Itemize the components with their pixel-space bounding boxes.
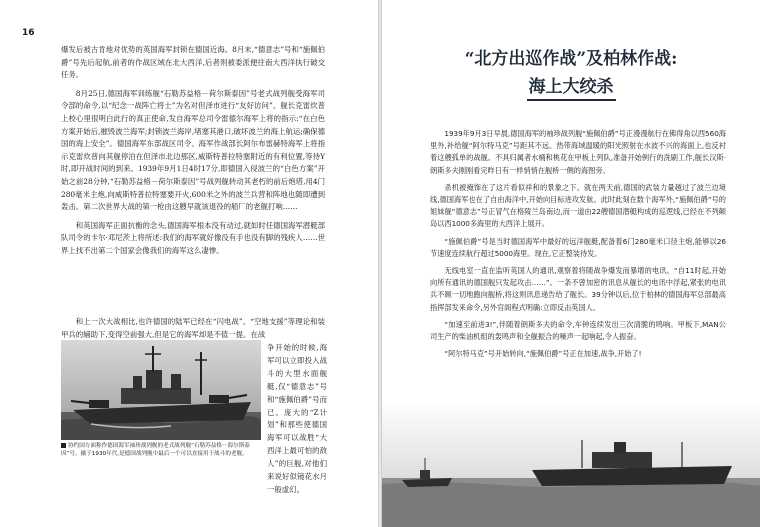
chapter-title-line2: 海上大绞杀: [382, 72, 760, 97]
page-number: 16: [22, 28, 35, 38]
battleship-photo: [61, 340, 261, 440]
left-body-text-top: [61, 44, 325, 258]
paragraph: 1939年9月3日早晨,德国海军的袖珍战列舰“施佩伯爵”号正漫漫航行在佛得角以西560海里外,补给舰“阿尔特马克”号距其不远。热带海域温暖的阳光照射在水波不兴的海面上,也反衬着这艘孤单的战舰。不具归属者水桶和桃花在甲板上列队,准备开始例行的洗刷工作,舰长汉斯·朗斯多夫刚刚看完昨日有一样悄悄在舰桥一侧的海图旁。: [430, 129, 726, 175]
sea-ships-photo: [382, 440, 760, 527]
photo-caption: 协约国方面称作德国海军袖珍战列舰的老式战列舰“石勒苏益格－海尔斯泰因”号。摄于1930年代,是德国战列舰中最后一个可以直接用于战斗的老舰。: [61, 443, 250, 458]
left-body-text-wrap: 争开始的时候,海军可以立即投入战斗的大型水面舰艇,仅“德意志”号和“施佩伯爵”号而已。庞大的“Z计划”和那些使德国海军可以战胜“大西洋上最可怕的敌人”的巨舰,对他们来说好似镜花水月一般虚幻。: [267, 343, 327, 494]
paragraph: 8月25日,德国海军训练舰“石勒苏益格－荷尔斯泰因”号老式战列舰受海军司令部的命令,以“纪念一战阵亡将士”为名对但泽市进行“友好访问”。舰长克雷炊普上校心里很明白此行的真正使命,发自海军总司令雷德尔海军上将的指示:“在白色方案开始后,摧毁波兰海军;封锁波兰海岸,堵塞其港口,破坏波兰的海上航运;确保德国的海上安全”。德国海军东部战区司令、海军作战部长阿尔布雷赫特海军上将指示克雷炊普向其舰停泊在但泽市北边那区,威斯特普拉特塞附近的有利位置,等待Y时,即开战时间的到来。1939年9月1日4时17分,即德国入侵波兰的“白色方案”开始之前28分钟,“石勒苏益格－荷尔斯泰因”号战列舰转动其老朽的前后炮塔,用4门280毫米主炮,向威斯特普拉特塞要开火,600米之外的波兰兵营和阵地也随即遭到轰击。第二次世界大战的第一枪由这艘早就该退役的船厂的老舰打响……: [61, 88, 325, 212]
left-page: [0, 0, 378, 527]
paragraph: 和上一次大战相比,也许德国的陆军已经在“闪电战”、“空地支援”等理论和装甲兵的辅助下,变得空前强大,但是它的海军却是不值一提。在战: [61, 317, 325, 339]
right-page: [382, 0, 760, 527]
paragraph: “施佩伯爵”号是当时德国海军中最好的远洋舰艇,配备着6门280毫米口径主炮,能够以26节速度连续航行超过5000海里。现在,它正整装待发。: [430, 236, 726, 258]
paragraph: 爆发后被古肯地对优势的英国海军封锁在德国近海。8月末,“德意志”号和“施佩伯爵”号先后起航,前者的作战区域在北大西洋,后者则被委派便往南大西洋执行破交任务。: [61, 45, 325, 80]
paragraph: 和英国海军正面抗衡的念头,德国海军根本没有动过,就如时任德国海军潜艇部队司令的卡尔·邓尼茨上将所述:我们的海军就好像没有手也没有脚的残疾人……世界上找不出第二个国家会像我们的海军这么凄惨。: [61, 220, 325, 255]
paragraph: 无线电室一直在监听英国人的通讯,观察着将随战争爆发而暴增的电讯。“自11时起,开始向所有通讯的德国舰只发起攻击……”。一条不曾加密的讯息从舰长的电讯中浮起,紧张的电讯兵不顾一切地跑向舰桥,将这则讯息递告给了舰长。39分钟以后,位于柏林的德国海军总部最高指挥部发来命令,另外官阁程式明确:立即反击英国人。: [430, 266, 726, 312]
paragraph: 杀机被掩饰在了这片看似祥和的景象之下。就在两天前,德国的武装力量越过了波兰边境线,德国海军也在了自由海洋中,开始向目标进攻发航。此时此刻在数个海军外,“施佩伯爵”号的姐妹舰“德意志”号正冒气在格陵兰岛南边,而一道由22艘德国潜艇构成的巡逻线,已经在不列颠岛以西1000多海里的大西洋上展开。: [430, 182, 726, 229]
paragraph: “阿尔特马克”号开始转向,“施佩伯爵”号正在加速,战争,开始了!: [444, 349, 642, 359]
right-body-text: [430, 128, 726, 360]
left-body-text-bottom: [61, 316, 325, 341]
paragraph: “加速至前进3!”,伴随着朗斯多夫的命令,车钟连续发出三次清脆的鸣响。甲板下,MAN公司生产的柴油机组的轰鸣声和全舰振合的噪声一起响起,令人振奋。: [430, 319, 726, 342]
caption-marker-icon: [61, 443, 66, 448]
chapter-title-line1: “北方出巡作战”及柏林作战:: [464, 49, 678, 69]
